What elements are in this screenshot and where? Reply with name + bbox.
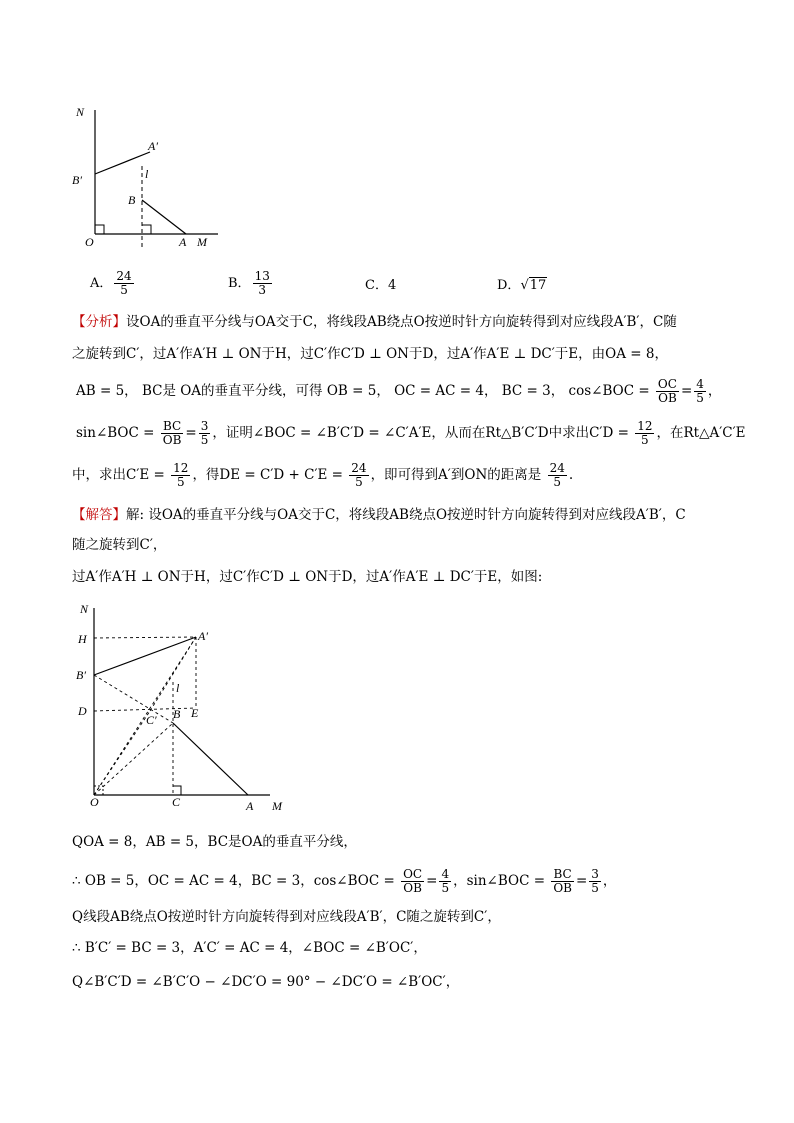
line-h-a-prime (94, 637, 196, 638)
segment-a-prime-b-prime (94, 637, 196, 675)
segment-ab (173, 723, 248, 795)
line-d-e (94, 708, 196, 711)
right-angle-c (142, 225, 151, 234)
solution-line-2: 随之旋转到C′， (72, 537, 167, 553)
label-b: B (173, 707, 181, 721)
label-m: M (197, 235, 207, 249)
figure-2 (70, 600, 310, 815)
line-o-c-prime (94, 711, 150, 795)
analysis-line-5: 中，求出C′E = $\frac{12}{5}$ ，得DE = C′D + C′E = $\frac{24}{5}$ ，即可得到A′到ON的距离是 $\frac{24}{5}$ . (72, 461, 574, 489)
figure-1 (60, 100, 240, 260)
label-d: D (78, 704, 87, 718)
label-a-prime: A′ (198, 629, 208, 643)
label-a: A (179, 235, 187, 249)
segment-ab (142, 200, 186, 234)
analysis-line-3: AB = 5， BC是 OA的垂直平分线，可得 OB = 5， OC = AC = 4， BC = 3， cos∠BOC = $\frac{OC}{OB}$ = $\frac{4}{5}$ ， (76, 377, 722, 405)
label-h: H (78, 632, 87, 646)
label-c: C (172, 795, 181, 809)
label-n: N (80, 602, 89, 616)
analysis-line-1: 【分析】设OA的垂直平分线与OA交于C，将线段AB绕点O按逆时针方向旋转得到对应线段A′B′，C随 (72, 314, 677, 330)
label-o: O (85, 235, 94, 249)
right-angle-c (173, 786, 181, 795)
analysis-line-2: 之旋转到C′，过A′作A′H ⊥ ON于H，过C′作C′D ⊥ ON于D，过A′作A′E ⊥ DC′于E，由OA = 8， (72, 346, 668, 362)
solution-line-3: 过A′作A′H ⊥ ON于H，过C′作C′D ⊥ ON于D，过A′作A′E ⊥ DC′于E，如图: (72, 569, 543, 585)
line-o-a-prime (94, 637, 196, 795)
step-5: Q∠B′C′D = ∠B′C′O − ∠DC′O = 90° − ∠DC′O = ∠B′OC′， (72, 974, 460, 990)
right-angle-o (95, 225, 104, 234)
label-m: M (272, 799, 282, 813)
choice-a: A． $\frac{24}{5}$ (90, 269, 132, 297)
analysis-tag: 【分析】 (72, 314, 126, 330)
segment-a-prime-b-prime (95, 152, 150, 174)
label-e: E (191, 706, 199, 720)
solution-tag: 【解答】 (72, 507, 126, 523)
analysis-line-4: sin∠BOC = $\frac{BC}{OB}$ = $\frac{3}{5}$ ，证明∠BOC = ∠B′C′D = ∠C′A′E，从而在Rt△B′C′D中求出C′D = $\frac{12}{5}$ ，在Rt△A′C′E (76, 419, 746, 447)
label-a-prime: A′ (148, 139, 158, 153)
label-b-prime: B′ (76, 668, 86, 682)
line-b-prime-b (94, 675, 173, 723)
step-3: Q线段AB绕点O按逆时针方向旋转得到对应线段A′B′，C随之旋转到C′， (72, 909, 501, 925)
step-2: ∴ OB = 5，OC = AC = 4，BC = 3，cos∠BOC = $\frac{OC}{OB}$ = $\frac{4}{5}$ ，sin∠BOC = $\frac{BC}{OB}$ = $\frac{3}{5}$ ， (72, 867, 617, 895)
label-l: l (176, 681, 180, 695)
choice-c: C．4 (365, 278, 397, 293)
label-n: N (76, 105, 85, 119)
label-b: B (128, 193, 136, 207)
step-1: QOA = 8，AB = 5，BC是OA的垂直平分线， (72, 834, 357, 850)
solution-line-1: 【解答】解: 设OA的垂直平分线与OA交于C，将线段AB绕点O按逆时针方向旋转得到对应线段A′B′，C (72, 507, 686, 523)
choice-d: D．√17 (497, 278, 547, 293)
step-4: ∴ B′C′ = BC = 3，A′C′ = AC = 4，∠BOC = ∠B′OC′， (72, 940, 427, 956)
label-a: A (246, 799, 254, 813)
label-b-prime: B′ (72, 173, 82, 187)
label-o: O (90, 795, 99, 809)
label-c-prime: C′ (146, 713, 157, 727)
label-l: l (145, 167, 149, 181)
choice-b: B． $\frac{13}{3}$ (228, 269, 270, 297)
line-a-prime-c-prime (150, 637, 196, 711)
